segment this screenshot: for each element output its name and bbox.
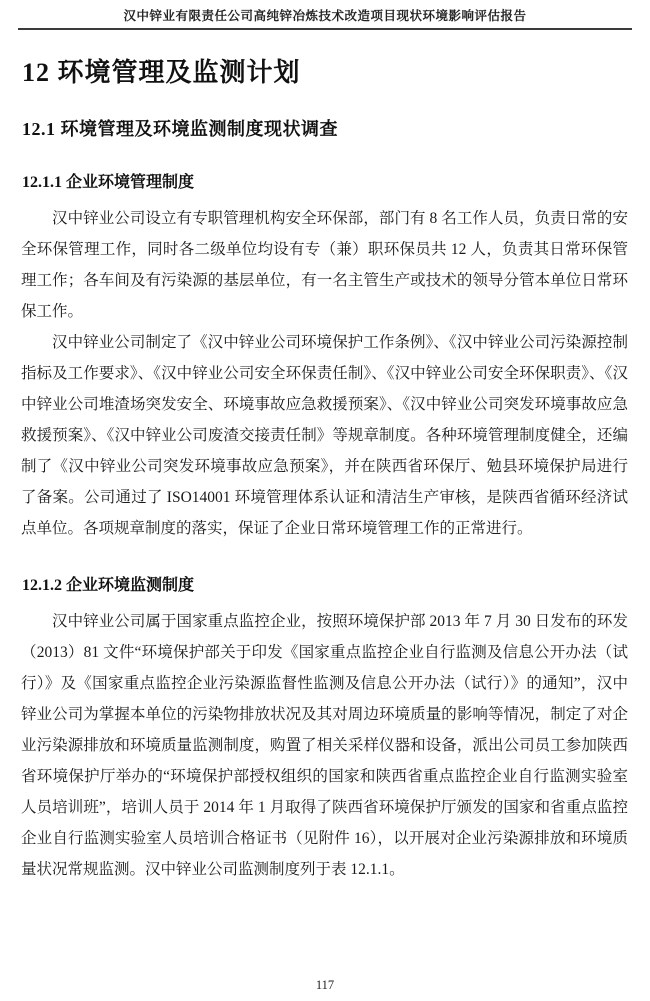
running-header-title: 汉中锌业有限责任公司高纯锌冶炼技术改造项目现状环境影响评估报告 [123,9,527,23]
paragraph-management-staff: 汉中锌业公司设立有专职管理机构安全环保部，部门有 8 名工作人员，负责日常的安全环保管理工作，同时各二级单位均设有专（兼）职环保员共 12 人，负责其日常环保管理工作；各车间及有污染源的基层单位，有一名主管生产或技术的领导分管本单位日常环保工作。 [21,210,628,320]
subsection-heading-12-1-1: 12.1.1 企业环境管理制度 [22,174,195,191]
header-divider-line [18,28,632,30]
paragraph-monitoring-system: 汉中锌业公司属于国家重点监控企业，按照环境保护部 2013 年 7 月 30 日发布的环发（2013）81 文件“环境保护部关于印发《国家重点监控企业自行监测及信息公开办法（试行）》及《国家重点监控企业污染源监督性监测及信息公开办法（试行）》的通知”，汉中锌业公司为掌握本单位的污染物排放状况及其对周边环境质量的影响等情况，制定了对企业污染源排放和环境质量监测制度，购置了相关采样仪器和设备，派出公司员工参加陕西省环境保护厅举办的“环境保护部授权组织的国家和陕西省重点监控企业自行监测实验室人员培训班”，培训人员于 2014 年 1 月取得了陕西省环境保护厅颁发的国家和省重点监控企业自行监测实验室人员培训合格证书（见附件 16），以开展对企业污染源排放和环境质量状况常规监测。汉中锌业公司监测制度列于表 12.1.1。 [21,613,628,878]
chapter-heading: 12 环境管理及监测计划 [22,58,301,87]
subsection-heading-12-1-2: 12.1.2 企业环境监测制度 [22,577,195,594]
paragraph-management-rules: 汉中锌业公司制定了《汉中锌业公司环境保护工作条例》、《汉中锌业公司污染源控制指标及工作要求》、《汉中锌业公司安全环保责任制》、《汉中锌业公司安全环保职责》、《汉中锌业公司堆渣场突发安全、环境事故应急救援预案》、《汉中锌业公司突发环境事故应急救援预案》、《汉中锌业公司废渣交接责任制》等规章制度。各种环境管理制度健全，还编制了《汉中锌业公司突发环境事故应急预案》，并在陕西省环保厅、勉县环境保护局进行了备案。公司通过了 ISO14001 环境管理体系认证和清洁生产审核，是陕西省循环经济试点单位。各项规章制度的落实，保证了企业日常环境管理工作的正常进行。 [21,334,628,537]
page-number: 117 [315,978,335,992]
section-heading: 12.1 环境管理及环境监测制度现状调查 [22,119,338,139]
